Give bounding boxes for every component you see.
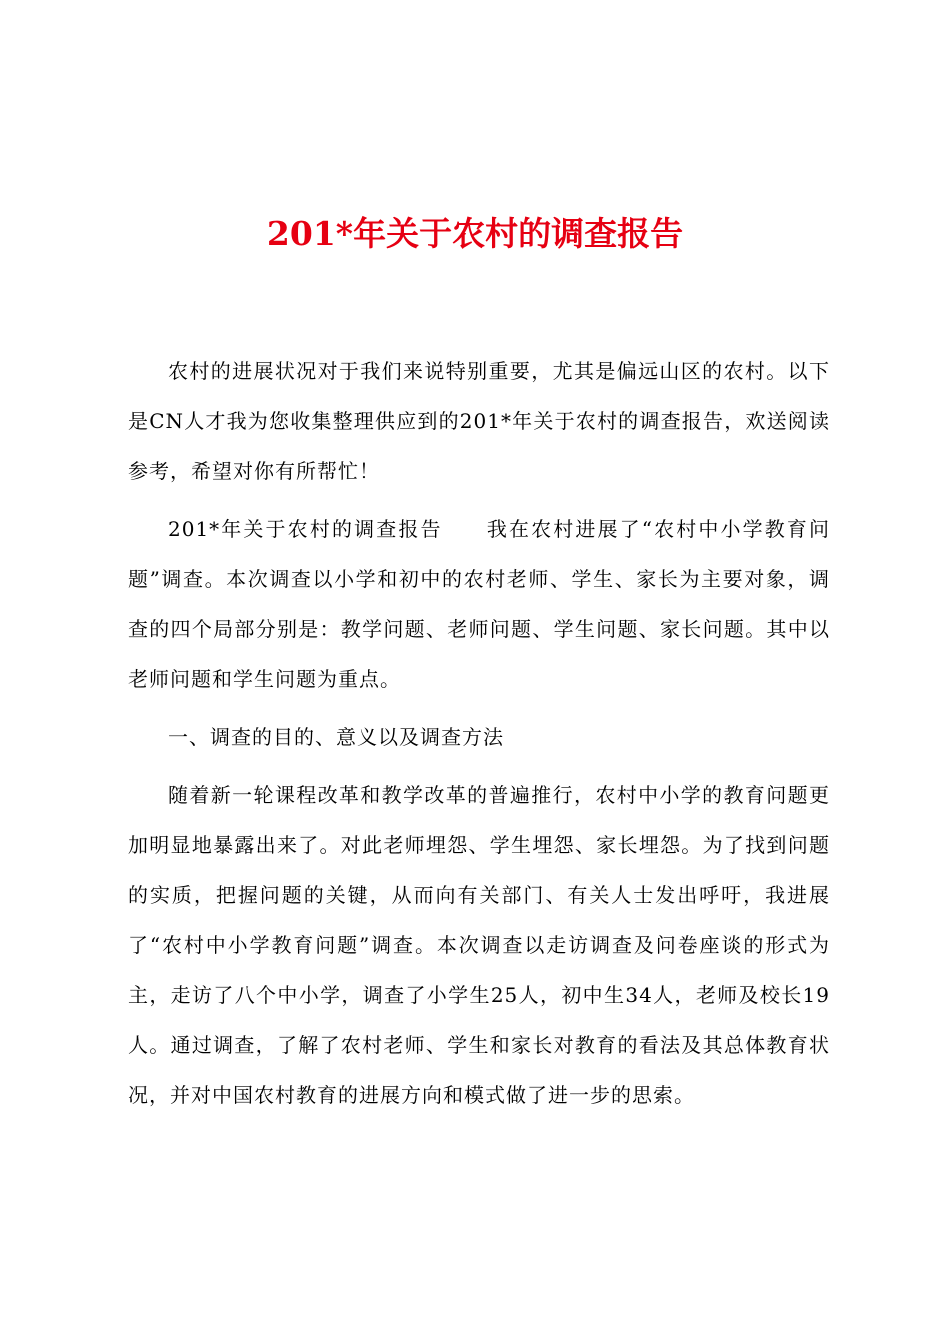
document-title: 201*年关于农村的调查报告 [266, 214, 684, 253]
section-heading-purpose: 一、调查的目的、意义以及调查方法 [168, 725, 504, 749]
paragraph-report-overview: 201*年关于农村的调查报告 我在农村进展了“农村中小学教育问题”调查。本次调查以小学和初中的农村老师、学生、家长为主要对象，调查的四个局部分别是：教学问题、老师问题、学生问题、家长问题。其中以老师问题和学生问题为重点。 [128, 517, 830, 691]
paragraph-intro: 农村的进展状况对于我们来说特别重要，尤其是偏远山区的农村。以下是CN人才我为您收集整理供应到的201*年关于农村的调查报告，欢送阅读参考，希望对你有所帮忙！ [128, 359, 830, 483]
document-body [128, 346, 830, 1120]
paragraph-purpose-detail: 随着新一轮课程改革和教学改革的普遍推行，农村中小学的教育问题更加明显地暴露出来了。对此老师埋怨、学生埋怨、家长埋怨。为了找到问题的实质，把握问题的关键，从而向有关部门、有关人士发出呼吁，我进展了“农村中小学教育问题”调查。本次调查以走访调查及问卷座谈的形式为主，走访了八个中小学，调查了小学生25人，初中生34人，老师及校长19人。通过调查，了解了农村老师、学生和家长对教育的看法及其总体教育状况，并对中国农村教育的进展方向和模式做了进一步的思索。 [128, 783, 830, 1107]
